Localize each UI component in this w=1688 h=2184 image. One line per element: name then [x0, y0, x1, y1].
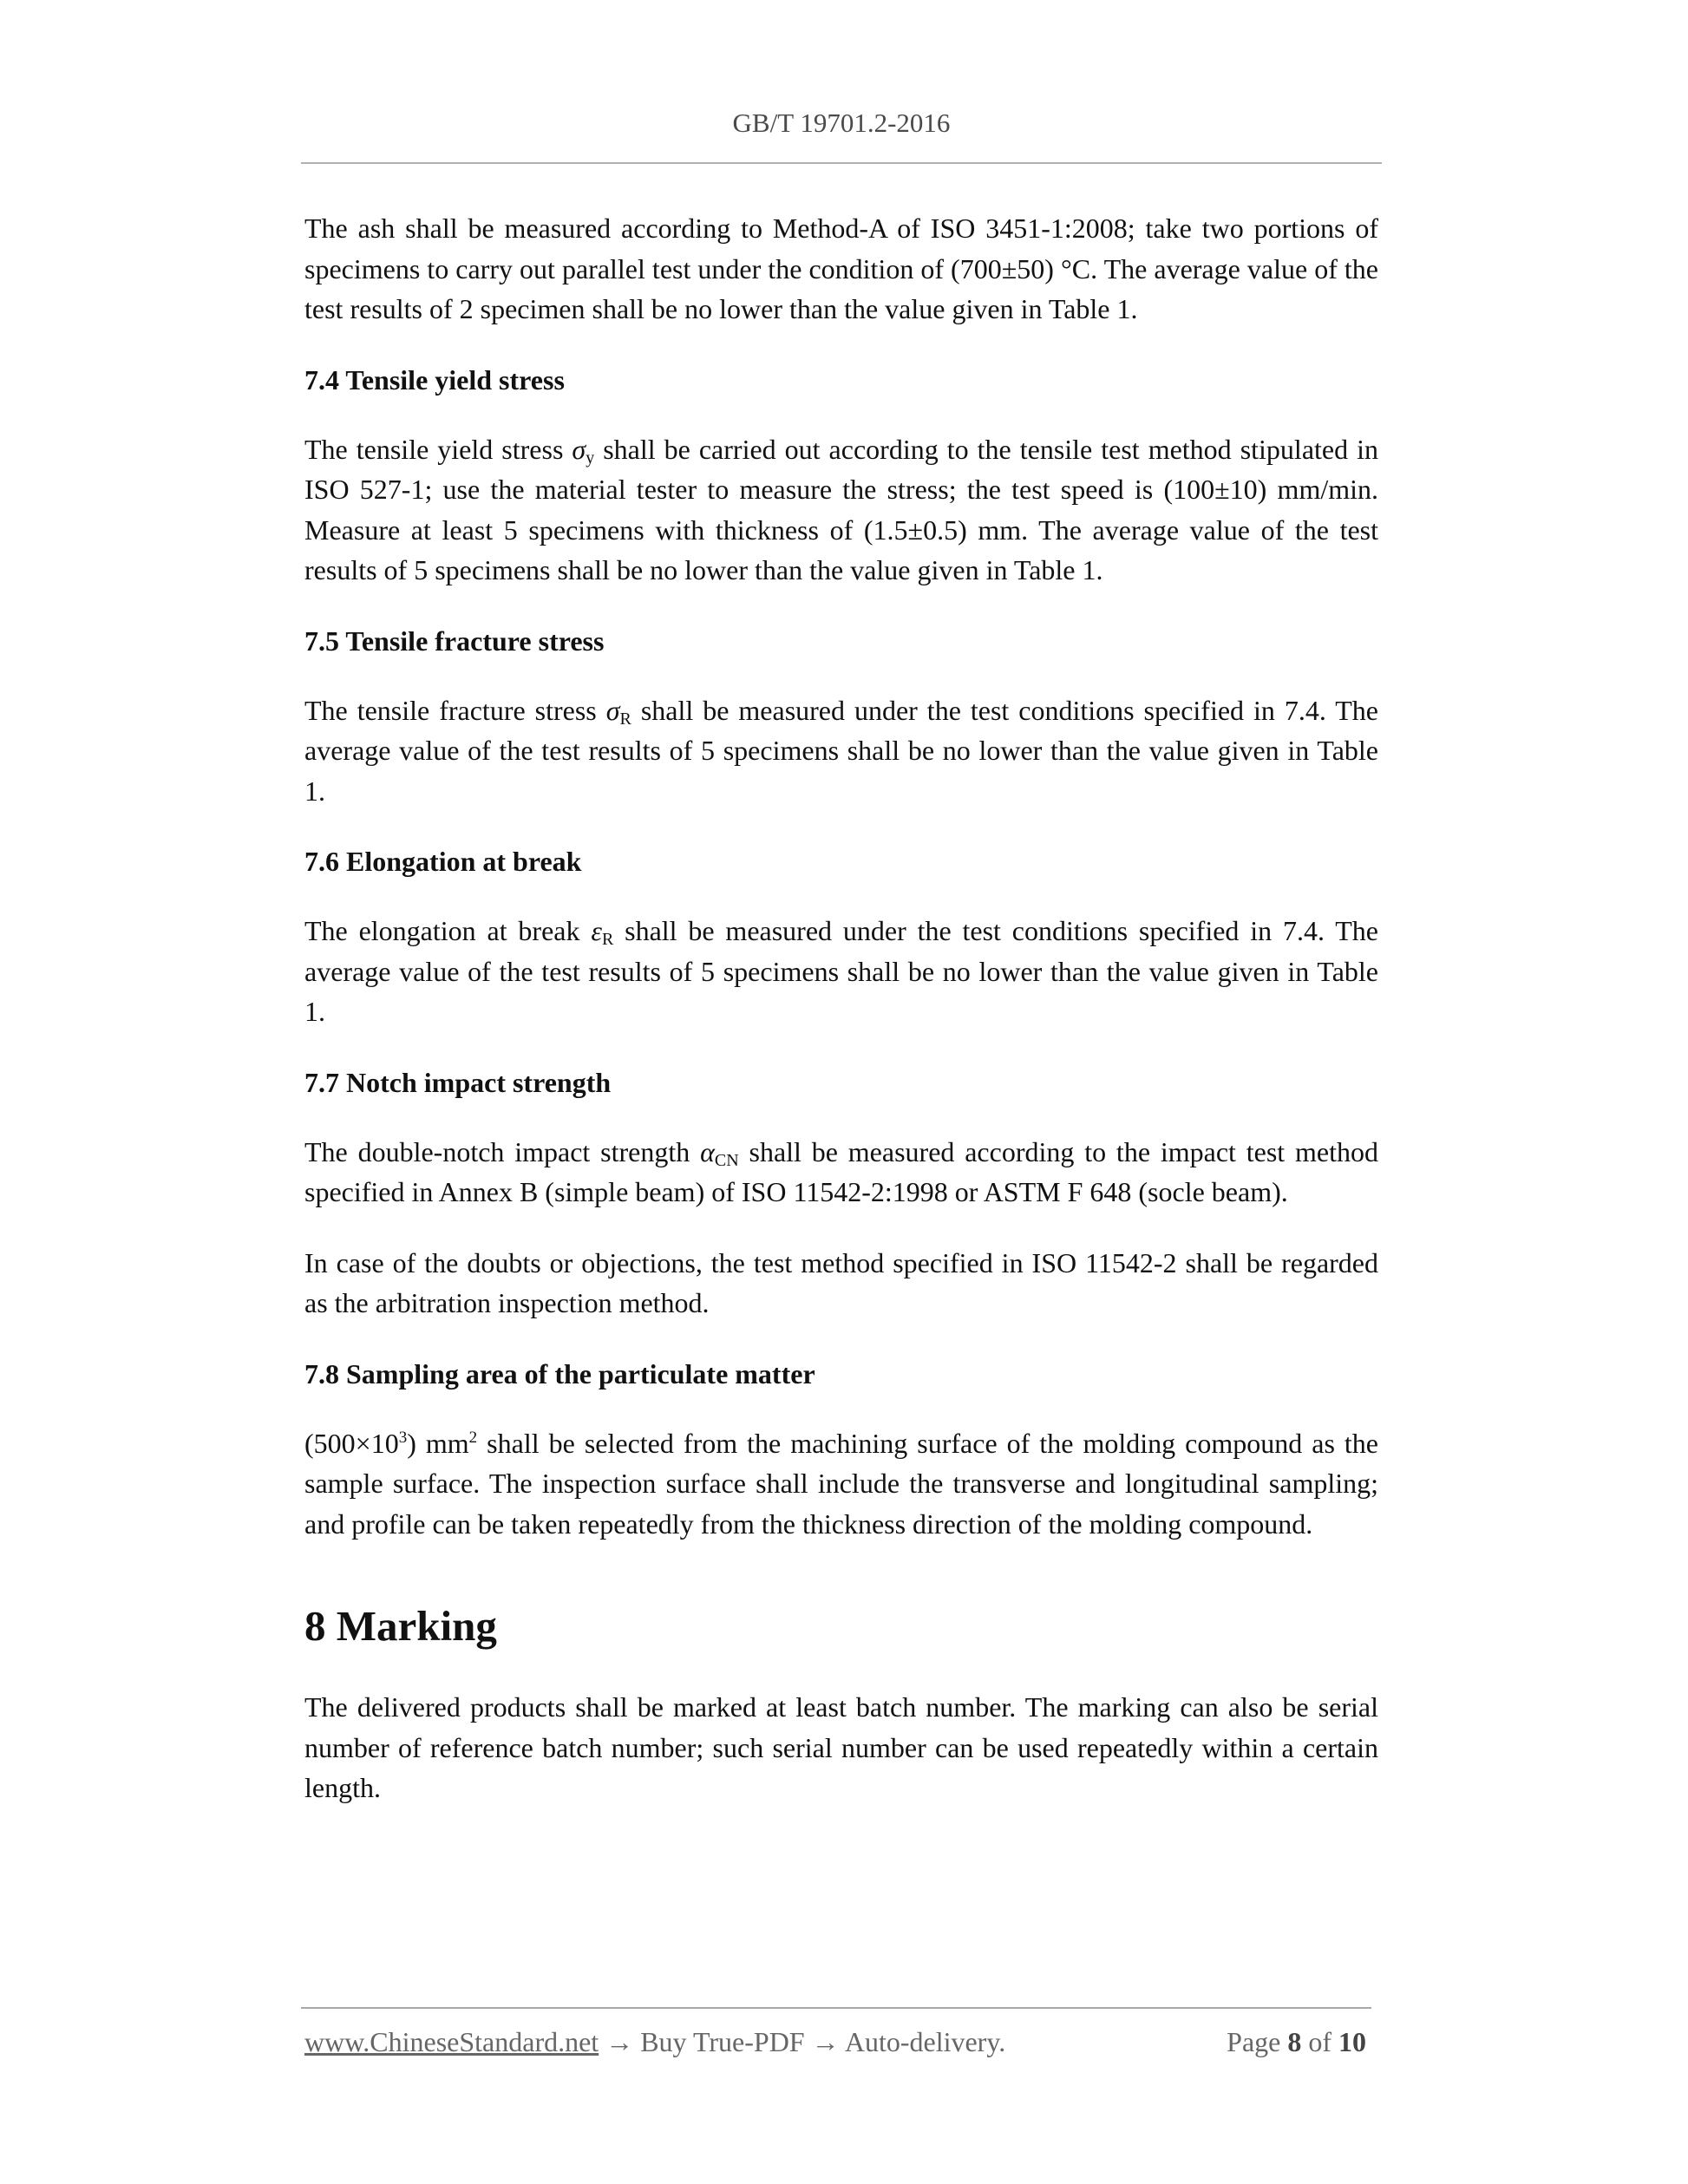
footer-promo — [304, 2026, 1005, 2058]
symbol-alpha-cn: α — [700, 1135, 715, 1167]
page-header: GB/T 19701.2-2016 — [732, 108, 951, 138]
header-divider — [301, 162, 1382, 164]
heading-7-4: 7.4 Tensile yield stress — [304, 363, 565, 396]
paragraph-7-8: $(500\times 10^3)$ $mm^2$ shall be selected from the machining surface of the molding compound as the sample surface. The inspection surface shall include the transverse and longitudinal sampling; and profile can be taken repeatedly from the thickness direction of the molding compound. — [304, 1427, 1379, 1540]
heading-7-7: 7.7 Notch impact strength — [304, 1066, 612, 1098]
paragraph-7-7b: In case of the doubts or objections, the test method specified in ISO 11542-2 shall be regarded as the arbitration inspection method. — [304, 1246, 1378, 1318]
site-link[interactable]: www.ChineseStandard.net — [304, 2026, 599, 2057]
paragraph-8: The delivered products shall be marked at least batch number. The marking can also be serial number of reference batch number; such serial number can be used repeatedly within a certain length. — [304, 1691, 1378, 1803]
symbol-sigma-r: σ — [605, 694, 620, 726]
paragraph-7-6: The elongation at break $\varepsilon_R$ shall be measured under the test conditions specified in 7.4. The average value of the test results of 5 specimens shall be no lower than the value given in Table 1. — [304, 915, 1379, 1027]
heading-7-6: 7.6 Elongation at break — [304, 846, 582, 877]
paragraph-7-4: The tensile yield stress $\sigma_y$ shall be carried out according to the tensile test method stipulated in ISO 527-1; use the material tester to measure the stress; the test speed is (100±10) mm/min. Measure at least 5 specimens with thickness of (1.5±0.5) mm. The average value of the test results of 5 specimens shall be no lower than the value given in Table 1. — [304, 433, 1379, 585]
footer-divider — [301, 2007, 1371, 2009]
page-footer — [304, 2026, 1371, 2064]
heading-8-marking: 8 Marking — [304, 1602, 497, 1650]
paragraph-7-7a: The double-notch impact strength $\alpha_{CN}$ shall be measured according to the impact test method specified in Annex B (simple beam) of ISO 11542-2:1998 or ASTM F 648 (socle beam). — [304, 1135, 1379, 1207]
page-total: 10 — [1338, 2026, 1366, 2057]
heading-7-8: 7.8 Sampling area of the particulate matter — [304, 1357, 815, 1390]
paragraph-7-5: The tensile fracture stress $\sigma_R$ shall be measured under the test conditions specified in 7.4. The average value of the test results of 5 specimens shall be no lower than the value given in Table 1. — [304, 694, 1379, 807]
symbol-sigma-y: σ — [572, 433, 586, 465]
symbol-epsilon-r: ε — [591, 915, 602, 946]
promo-text: → Buy True-PDF → Auto-delivery. — [599, 2026, 1006, 2057]
ash-paragraph: The ash shall be measured according to Method-A of ISO 3451-1:2008; take two portions of specimens to carry out parallel test under the condition of (700±50) °C. The average value of the test results of 2 specimen shall be no lower than the value given in Table 1. — [304, 213, 1378, 324]
page-indicator: Page 8 of 10 — [1227, 2026, 1366, 2057]
page-number: 8 — [1287, 2026, 1302, 2057]
document-body — [304, 208, 1378, 1808]
heading-7-5: 7.5 Tensile fracture stress — [304, 624, 605, 657]
